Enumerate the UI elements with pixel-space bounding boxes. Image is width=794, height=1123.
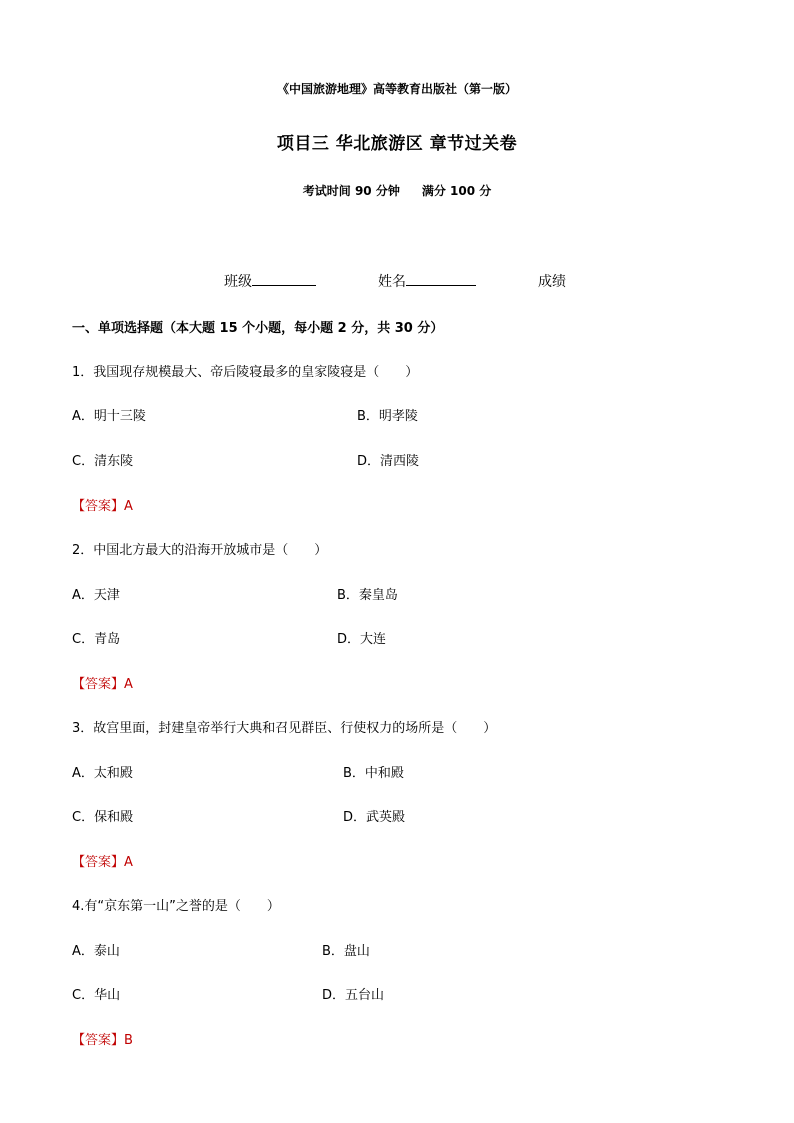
score-label: 成绩 bbox=[538, 274, 566, 290]
page-title: 项目三 华北旅游区 章节过关卷 bbox=[276, 134, 518, 154]
question-2: 2．中国北方最大的沿海开放城市是（ ） bbox=[72, 543, 328, 558]
name-label: 姓名 bbox=[378, 274, 406, 290]
q1-option-d: D．清西陵 bbox=[357, 454, 420, 469]
q2-option-a: A．天津 bbox=[72, 588, 120, 603]
q1-option-a: A．明十三陵 bbox=[72, 409, 146, 424]
question-4: 4.有“京东第一山”之誉的是（ ） bbox=[72, 899, 280, 914]
answer-letter: B bbox=[124, 1033, 133, 1048]
q2-option-c: C．青岛 bbox=[72, 632, 121, 647]
class-blank[interactable] bbox=[252, 271, 316, 286]
q4-option-d: D．五台山 bbox=[322, 988, 385, 1003]
answer-letter: A bbox=[124, 855, 133, 870]
q3-option-c: C．保和殿 bbox=[72, 810, 134, 825]
answer-letter: A bbox=[124, 499, 133, 514]
q4-option-c: C．华山 bbox=[72, 988, 121, 1003]
question-1: 1．我国现存规模最大、帝后陵寝最多的皇家陵寝是（ ） bbox=[72, 365, 419, 380]
q3-option-b: B．中和殿 bbox=[343, 766, 404, 781]
name-blank[interactable] bbox=[406, 271, 476, 286]
q4-answer bbox=[72, 1029, 133, 1048]
name-field bbox=[378, 271, 476, 291]
question-3: 3．故宫里面，封建皇帝举行大典和召见群臣、行使权力的场所是（ ） bbox=[72, 721, 497, 736]
q1-option-b: B．明孝陵 bbox=[357, 409, 418, 424]
answer-label: 【答案】 bbox=[72, 677, 125, 692]
q4-option-b: B．盘山 bbox=[322, 944, 370, 959]
answer-letter: A bbox=[124, 677, 133, 692]
q1-answer bbox=[72, 495, 133, 514]
q2-option-d: D．大连 bbox=[337, 632, 387, 647]
q3-answer bbox=[72, 851, 133, 870]
book-title: 《中国旅游地理》高等教育出版社（第一版） bbox=[276, 82, 517, 96]
q2-answer bbox=[72, 673, 133, 692]
q3-option-a: A．太和殿 bbox=[72, 766, 133, 781]
score-field bbox=[538, 271, 566, 291]
exam-time: 考试时间 90 分钟 bbox=[302, 184, 400, 198]
class-label: 班级 bbox=[224, 274, 252, 290]
exam-info bbox=[0, 182, 794, 199]
answer-label: 【答案】 bbox=[72, 1033, 125, 1048]
class-field bbox=[224, 271, 316, 291]
q3-option-d: D．武英殿 bbox=[343, 810, 406, 825]
section-title: 一、单项选择题（本大题 15 个小题，每小题 2 分，共 30 分） bbox=[72, 321, 444, 336]
q4-option-a: A．泰山 bbox=[72, 944, 120, 959]
answer-label: 【答案】 bbox=[72, 855, 125, 870]
q2-option-b: B．秦皇岛 bbox=[337, 588, 398, 603]
full-score: 满分 100 分 bbox=[421, 184, 492, 198]
q1-option-c: C．清东陵 bbox=[72, 454, 134, 469]
answer-label: 【答案】 bbox=[72, 499, 125, 514]
